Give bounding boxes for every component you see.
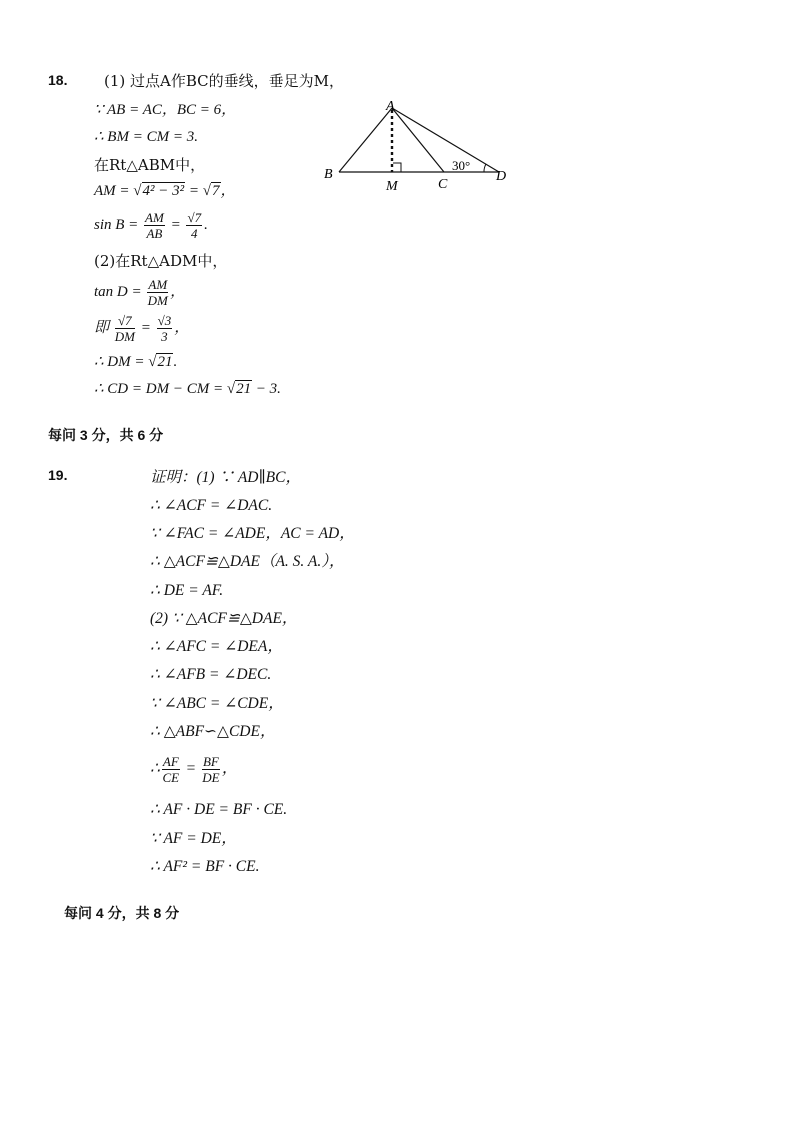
q18-step-4 [94, 181, 236, 201]
q18-step-3: 在Rt△ABM中， [94, 156, 206, 174]
q18-sqrt-21: 21 [157, 354, 173, 370]
q18-fraction-root3-3 [157, 313, 173, 344]
q18-intro: (1) 过点A作BC的垂线，垂足为M， [104, 72, 344, 90]
q19-line-6: (2) ∵ △ACF≌△DAE， [150, 610, 298, 627]
q18-score-note: 每问 3 分，共 6 分 [48, 427, 164, 443]
radical-icon: √ [148, 354, 157, 370]
fraction-numerator: AF [162, 754, 179, 769]
q19-line-13: ∵ AF = DE， [150, 830, 237, 847]
q19-line-10: ∴ △ABF∽△CDE， [150, 723, 276, 740]
q19-line-9: ∵ ∠ABC = ∠CDE， [150, 695, 284, 712]
angle-arc-d [484, 164, 486, 172]
q18-comma: ， [174, 319, 190, 336]
label-d: D [496, 169, 507, 184]
label-a: A [386, 99, 395, 114]
q19-fraction-af-ce [162, 754, 180, 785]
q18-am-label: AM = [94, 183, 134, 199]
q19-line-4: ∴ △ACF≌△DAE（A. S. A.）， [150, 553, 345, 570]
q19-fraction-bf-de [202, 754, 220, 785]
q18-sinb-label: sin B = [94, 216, 143, 233]
radical-icon: √ [226, 381, 236, 397]
q18-fraction-am-dm [147, 277, 168, 308]
q18-eq: = [185, 183, 203, 199]
q18-fraction-am-ab [144, 210, 165, 241]
therefore-symbol: ∴ [150, 760, 160, 778]
fraction-numerator: √3 [157, 313, 172, 328]
q19-line-14: ∴ AF² = BF · CE. [150, 858, 260, 875]
fraction-numerator: √7 [115, 313, 135, 329]
q19-line-5: ∴ DE = AF. [150, 582, 224, 599]
question-number-19: 19. [48, 467, 68, 483]
question-number-18: 18. [48, 72, 68, 88]
q19-line-3: ∵ ∠FAC = ∠ADE，AC = AD， [150, 525, 355, 542]
fraction-denominator: DM [147, 293, 168, 308]
q18-step-5 [94, 210, 208, 241]
q18-ji-label: 即 [94, 319, 113, 336]
line-ad [392, 108, 499, 172]
q18-minus-3: − 3. [252, 381, 281, 397]
q18-step-8 [94, 313, 189, 344]
q19-line-1: 证明：(1) ∵ AD∥BC， [150, 469, 301, 486]
q19-score-note: 每问 4 分，共 8 分 [64, 905, 180, 921]
radical-icon: √ [202, 183, 211, 199]
label-b: B [324, 167, 333, 182]
fraction-denominator: 4 [191, 226, 198, 241]
fraction-numerator: BF [202, 754, 219, 769]
fraction-denominator: 3 [161, 329, 168, 344]
fraction-denominator: DM [114, 329, 135, 344]
q18-step-6: (2)在Rt△ADM中， [94, 252, 228, 270]
q18-sqrt-21: 21 [236, 381, 252, 397]
radical-icon: √ [133, 183, 142, 199]
q19-eq: = [181, 760, 200, 778]
fraction-denominator: DE [202, 770, 220, 785]
q18-fraction-root7-4 [186, 210, 202, 241]
q18-tand-label: tan D = [94, 283, 146, 300]
line-ac [392, 108, 444, 172]
q18-comma: ， [220, 183, 236, 199]
fraction-numerator: AM [148, 277, 168, 292]
label-angle-30: 30° [452, 158, 471, 173]
q18-period: . [173, 354, 178, 370]
q18-triangle-figure [322, 96, 522, 196]
q18-dm-label: ∴ DM = [94, 354, 149, 370]
fraction-denominator: CE [162, 770, 180, 785]
q19-comma: ， [221, 760, 238, 778]
q19-line-7: ∴ ∠AFC = ∠DEA， [150, 638, 283, 655]
label-m: M [386, 179, 398, 194]
q18-eq: = [166, 216, 185, 233]
q18-step-9 [94, 352, 177, 372]
q18-sqrt-expr: 4² − 3² [142, 183, 185, 199]
q19-line-8: ∴ ∠AFB = ∠DEC. [150, 666, 272, 683]
q19-line-2: ∴ ∠ACF = ∠DAC. [150, 497, 273, 514]
q18-fraction-root7-dm [115, 313, 135, 344]
q19-fraction-line [150, 754, 237, 785]
q18-comma: ， [170, 283, 186, 300]
label-c: C [438, 177, 448, 192]
line-ab [339, 108, 392, 172]
q18-step-1: ∵ AB = AC，BC = 6， [94, 102, 237, 118]
q18-cd-label: ∴ CD = DM − CM = [94, 381, 227, 397]
q18-sqrt-7: 7 [212, 183, 220, 199]
q18-eq: = [136, 319, 155, 336]
right-angle-mark [393, 163, 401, 172]
q18-step-7 [94, 277, 185, 308]
fraction-denominator: AB [146, 226, 163, 241]
fraction-numerator: √7 [187, 210, 202, 225]
q18-period: . [204, 216, 208, 233]
q19-line-12: ∴ AF · DE = BF · CE. [150, 801, 288, 818]
q18-step-2: ∴ BM = CM = 3. [94, 129, 198, 145]
fraction-numerator: AM [145, 210, 164, 225]
q18-step-10 [94, 379, 281, 399]
